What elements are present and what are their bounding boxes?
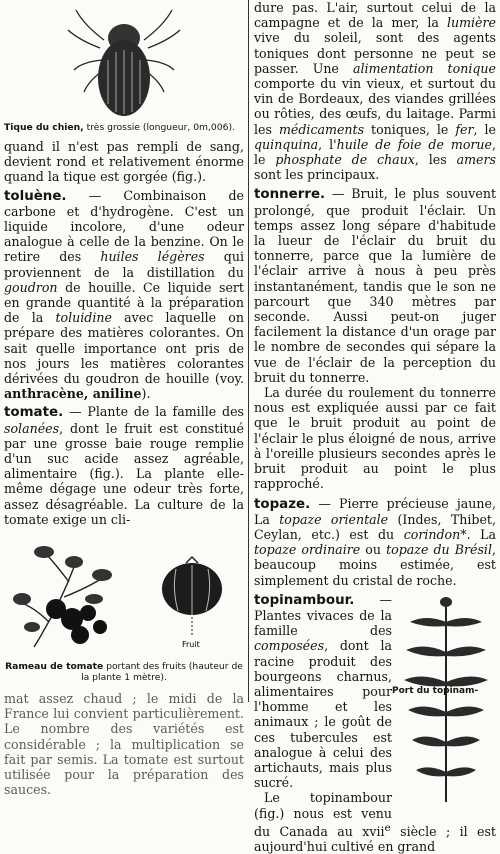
left-column: [4, 0, 244, 798]
headword-tomate: tomate.: [4, 405, 64, 421]
right-column: [254, 0, 497, 854]
tonnerre-paragraph-2: La durée du roulement du tonnerre nous est expliquée aussi par ce fait que le bruit produit au point de l'éclair le plus éloigné de nous, arrive à l'oreille plusieurs secondes après le bruit produit au point le plus rapproché.: [254, 385, 496, 492]
headword-topinambour: topinambour.: [254, 592, 355, 608]
tomate-continuation: mat assez chaud ; le midi de la France lui convient particulièrement. Le nombre des variétés est considérable ; la multiplication se fait par semis. La tomate est surtout utilisée pour la préparation des sauces.: [4, 691, 244, 798]
fruit-label: Fruit: [182, 640, 200, 650]
topinambour-paragraph-2: Le topinambour (fig.) nous est venu du Canada au xvii$^e$ siècle ; il est aujourd'hui cultivé en grand: [254, 790, 496, 854]
topinambour-block: [254, 592, 496, 854]
entry-topinambour: topinambour. — Plantes vivaces de la famille des composées, dont la racine produit des bourgeons charnus, alimentaires pour l'homme et les animaux ; le goût de ces tubercules est analogue à celui des artichauts, mais plus sucré.: [254, 591, 392, 791]
topinambour-illustration: [396, 592, 496, 807]
tomato-illustration: [4, 527, 244, 659]
entry-tonnerre: tonnerre. — Bruit, le plus souvent prolongé, que produit l'éclair. Un temps assez long sépare d'habitude la lueur de l'éclair du bruit du tonnerre, parce que la lumière de l'éclair arrive à nous à peu près instantanément, tandis que le son ne parcourt que 340 mètres par seconde. Aussi peut-on juger facilement la distance d'un orage par le nombre de secondes qui sépare la vue de l'éclair de la perception du bruit du tonnerre.: [254, 186, 497, 385]
tick-entry-continuation: quand il n'est pas rempli de sang, devient rond et relativement énorme quand la tique est gorgée (fig.).: [4, 139, 244, 185]
topinambour-caption: Port du topinam-: [392, 686, 479, 696]
tomato-caption: [4, 661, 244, 683]
tick-illustration: [4, 0, 244, 120]
entry-topaze: topaze. — Pierre précieuse jaune, La topaze orientale (Indes, Thibet, Ceylan, etc.) est du corindon*. La topaze ordinaire ou topaze du Brésil, beaucoup moins estimée, est simplement du cristal de roche.: [254, 495, 496, 588]
entry-toluene: toluène. — Combinaison de carbone et d'hydrogène. C'est un liquide incolore, d'une odeur analogue à celle de la benzine. On le retire des huiles légères qui proviennent de la distillation du goudron de houille. Ce liquide sert en grande quantité à la préparation de la toluidine avec laquelle on prépare des matières colorantes. On sait quelle importance ont pris de nos jours les matières colorantes dérivées du goudron de houille (voy. anthracène, aniline).: [4, 187, 244, 402]
tonique-continuation: dure pas. L'air, surtout celui de la campagne et de la mer, la lumière vive du soleil, sont des agents toniques dont personne ne peut se passer. Une alimentation tonique comporte du vin vieux, et surtout du vin de Bordeaux, des viandes grillées ou rôties, des œufs, du laitage. Parmi les médicaments toniques, le fer, le quinquina, l'huile de foie de morue, le phosphate de chaux, les amers sont les principaux.: [254, 0, 497, 183]
tick-caption-title: Tique du chien,: [4, 122, 84, 133]
tomato-caption-text: portant des fruits (hauteur de la plante 1 mètre).: [81, 661, 243, 684]
headword-topaze: topaze.: [254, 496, 311, 512]
tick-caption: [4, 122, 244, 133]
tomato-caption-title: Rameau de tomate: [5, 661, 104, 673]
tick-caption-text: très grossie (longueur, 0m,006).: [86, 122, 235, 133]
column-divider: [248, 0, 249, 702]
headword-toluene: toluène.: [4, 188, 67, 204]
entry-tomate: tomate. — Plante de la famille des solanées, dont le fruit est constitué par une grosse baie rouge remplie d'un suc acide assez agréable, alimentaire (fig.). La plante elle-même dégage une odeur très forte, assez désagréable. La culture de la tomate exige un cli-: [4, 404, 244, 527]
headword-tonnerre: tonnerre.: [254, 187, 326, 203]
